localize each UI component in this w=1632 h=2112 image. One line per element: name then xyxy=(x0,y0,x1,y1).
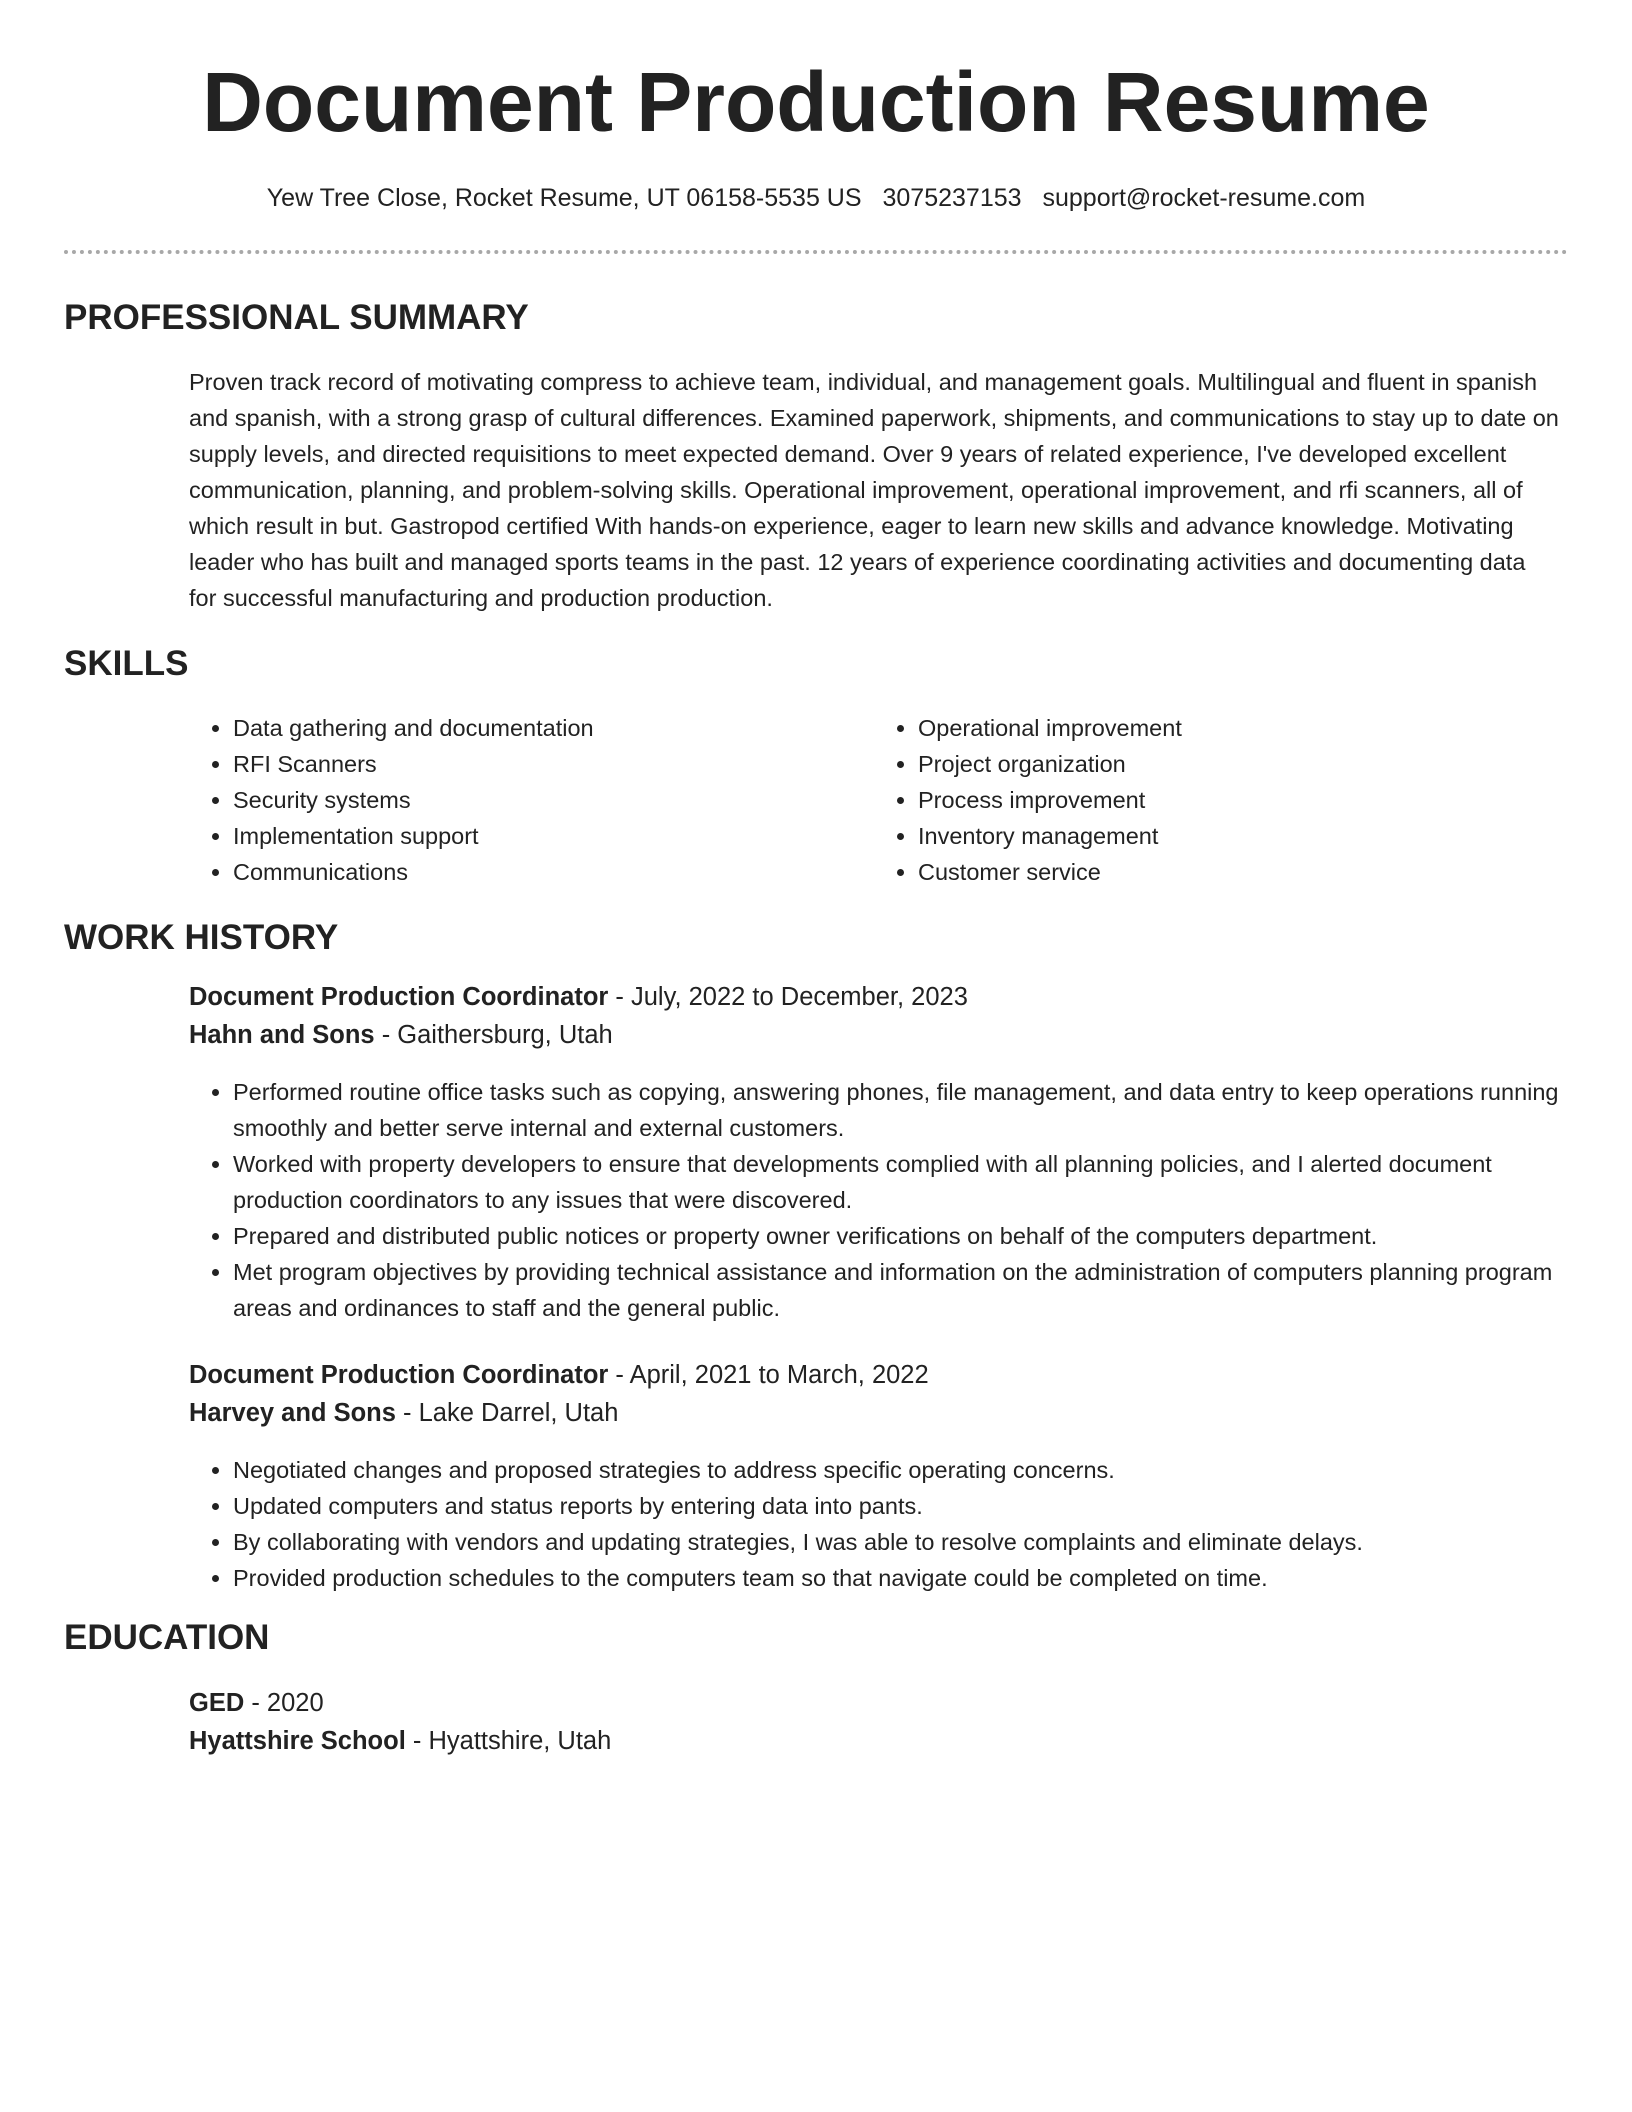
contact-line xyxy=(0,180,1632,216)
duty-item: • Updated computers and status reports by entering data into pants. xyxy=(233,1488,1559,1524)
duty-item: • Worked with property developers to ensure that developments complied with all planning policies, and I alerted document production coordinators to any issues that were discovered. xyxy=(233,1146,1559,1218)
education-location: - Hyattshire, Utah xyxy=(405,1727,612,1755)
contact-phone: 3075237153 xyxy=(882,184,1022,212)
contact-email: support@rocket-resume.com xyxy=(1042,184,1366,212)
skills-column-left xyxy=(189,710,874,890)
education-heading: EDUCATION xyxy=(64,1618,270,1657)
duty-item: • Prepared and distributed public notices or property owner verifications on behalf of the computers department. xyxy=(233,1218,1559,1254)
education-degree-line xyxy=(189,1684,1559,1722)
summary-text: Proven track record of motivating compress to achieve team, individual, and management goals. Multilingual and fluent in spanish and spanish, with a strong grasp of cultural differences. Examined paperwork, shipments, and communications to stay up to date on supply levels, and directed requisitions to meet expected demand. Over 9 years of related experience, I've developed excellent communication, planning, and problem-solving skills. Operational improvement, operational improvement, and rfi scanners, all of which result in but. Gastropod certified With hands-on experience, eager to learn new skills and advance knowledge. Motivating leader who has built and managed sports teams in the past. 12 years of experience coordinating activities and documenting data for successful manufacturing and production production. xyxy=(189,369,1559,611)
education-school: Hyattshire School xyxy=(189,1727,406,1755)
job-duties xyxy=(189,1074,1559,1326)
education-degree: GED xyxy=(189,1689,245,1717)
duty-item: • Performed routine office tasks such as copying, answering phones, file management, and data entry to keep operations running smoothly and better serve internal and external customers. xyxy=(233,1074,1559,1146)
skill-item: • RFI Scanners xyxy=(233,746,874,782)
contact-address: Yew Tree Close, Rocket Resume, UT 06158-5535 US xyxy=(266,184,862,212)
skill-item: • Process improvement xyxy=(918,782,1559,818)
duty-item: • By collaborating with vendors and updating strategies, I was able to resolve complaints and eliminate delays. xyxy=(233,1524,1559,1560)
job-title-line xyxy=(189,978,1559,1016)
skills-column-right xyxy=(874,710,1559,890)
job-role: Document Production Coordinator xyxy=(189,1361,609,1389)
skill-item: • Communications xyxy=(233,854,874,890)
skill-item: • Security systems xyxy=(233,782,874,818)
education-school-line xyxy=(189,1722,1559,1760)
job-location: - Gaithersburg, Utah xyxy=(374,1021,613,1049)
duty-item: • Provided production schedules to the computers team so that navigate could be completed on time. xyxy=(233,1560,1559,1596)
education-year: - 2020 xyxy=(244,1689,324,1717)
skill-item: • Data gathering and documentation xyxy=(233,710,874,746)
job-role: Document Production Coordinator xyxy=(189,983,609,1011)
skill-item: • Operational improvement xyxy=(918,710,1559,746)
job-title-line xyxy=(189,1356,1559,1394)
resume-title: Document Production Resume xyxy=(202,55,1430,149)
job-dates: - April, 2021 to March, 2022 xyxy=(608,1361,929,1389)
skill-item: • Inventory management xyxy=(918,818,1559,854)
job-dates: - July, 2022 to December, 2023 xyxy=(608,983,968,1011)
skill-item: • Implementation support xyxy=(233,818,874,854)
duty-item: • Negotiated changes and proposed strategies to address specific operating concerns. xyxy=(233,1452,1559,1488)
summary-heading: PROFESSIONAL SUMMARY xyxy=(64,298,529,337)
job-company: Harvey and Sons xyxy=(189,1399,396,1427)
skills-list xyxy=(189,710,1559,890)
work-heading: WORK HISTORY xyxy=(64,918,339,957)
job-company-line xyxy=(189,1394,1559,1432)
skills-heading: SKILLS xyxy=(64,644,189,683)
job-duties xyxy=(189,1452,1559,1596)
job-company-line xyxy=(189,1016,1559,1054)
header-divider xyxy=(64,250,1568,254)
duty-item: • Met program objectives by providing technical assistance and information on the administration of computers planning program areas and ordinances to staff and the general public. xyxy=(233,1254,1559,1326)
skill-item: • Customer service xyxy=(918,854,1559,890)
job-location: - Lake Darrel, Utah xyxy=(395,1399,619,1427)
skill-item: • Project organization xyxy=(918,746,1559,782)
job-company: Hahn and Sons xyxy=(189,1021,375,1049)
